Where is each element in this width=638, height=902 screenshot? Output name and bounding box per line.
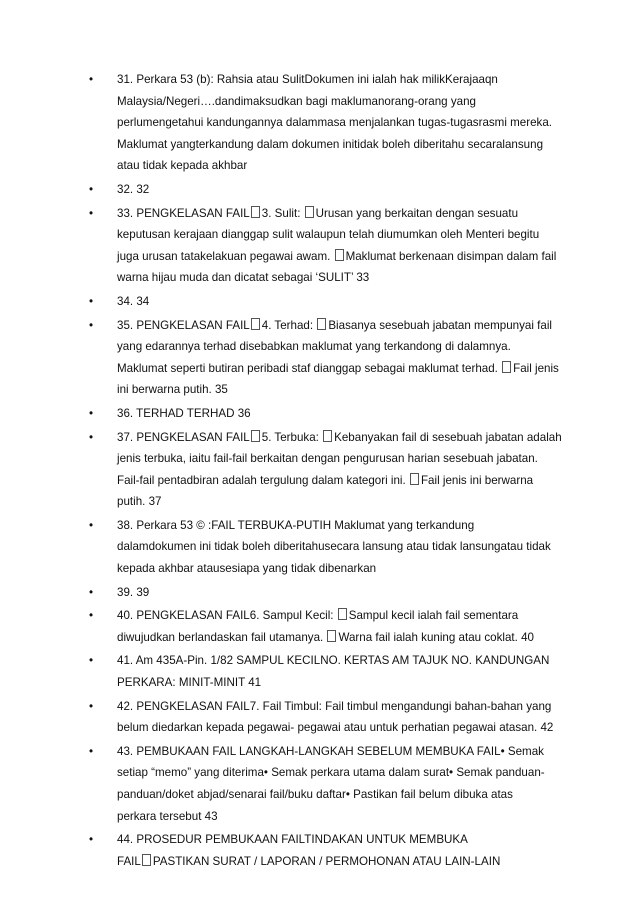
text-line: perlumengetahui kandungannya dalammasa menjalankan tugas-tugasrasmi mereka. [117,116,553,130]
text-line: belum diedarkan kepada pegawai- pegawai atau untuk perhatian pegawai atasan. 42 [117,721,554,735]
missing-glyph-box-icon [338,608,347,620]
missing-glyph-box-icon [142,854,151,866]
list-item [89,650,569,693]
list-item [89,291,569,313]
text-line: Maklumat seperti butiran peribadi staf dianggap sebagai maklumat terhad. Fail jenis [117,361,559,375]
missing-glyph-box-icon [327,630,336,642]
text-line: putih. 37 [117,495,162,509]
list-item [89,696,569,739]
list-item [89,829,569,872]
bullet-icon: • [89,294,94,308]
text-line: Malaysia/Negeri….dandimaksudkan bagi maklumanorang-orang yang [117,94,476,108]
missing-glyph-box-icon [305,206,314,218]
list-item [89,203,569,289]
list-item [89,69,569,177]
text-line: yang edarannya terhad disebabkan maklumat yang terkandong di dalamnya. [117,340,511,354]
text-line: 35. PENGKELASAN FAIL 4. Terhad: Biasanya sesebuah jabatan mempunyai fail [117,318,552,332]
list-item [89,515,569,580]
text-line: 36. TERHAD TERHAD 36 [117,406,251,420]
bullet-icon: • [89,654,94,668]
bullet-icon: • [89,73,94,86]
text-line: jenis terbuka, iaitu fail-fail berkaitan dengan pengurusan harian sesebuah jabatan. [117,452,538,466]
bullet-icon: • [89,406,94,420]
text-line: FAIL PASTIKAN SURAT / LAPORAN / PERMOHONAN ATAU LAIN-LAIN [117,854,501,868]
text-line: diwujudkan berlandaskan fail utamanya. Warna fail ialah kuning atau coklat. 40 [117,630,534,644]
bullet-icon: • [89,744,94,758]
text-line: warna hijau muda dan dicatat sebagai ‘SULIT’ 33 [117,271,370,285]
text-line: dalamdokumen ini tidak boleh diberitahusecara lansung atau tidak lansungatau tidak [117,540,551,554]
text-line: panduan/doket abjad/senarai fail/buku daftar• Pastikan fail belum dibuka atas [117,788,513,801]
bullet-icon: • [89,518,94,532]
bullet-icon: • [89,430,94,444]
text-line: 38. Perkara 53 © :FAIL TERBUKA-PUTIH Maklumat yang terkandung [117,518,475,532]
text-line: perkara tersebut 43 [117,809,218,823]
text-line: 41. Am 435A-Pin. 1/82 SAMPUL KECILNO. KERTAS AM TAJUK NO. KANDUNGAN [117,654,550,668]
text-line: 34. 34 [117,294,150,308]
bullet-icon: • [89,699,94,713]
bullet-icon: • [89,318,94,332]
list-item [89,427,569,513]
text-line: 31. Perkara 53 (b): Rahsia atau SulitDokumen ini ialah hak milikKerajaaqn [117,73,498,86]
text-line: 42. PENGKELASAN FAIL7. Fail Timbul: Fail timbul mengandungi bahan-bahan yang [117,699,552,713]
missing-glyph-box-icon [502,361,511,373]
text-line: setiap “memo” yang diterima• Semak perkara utama dalam surat• Semak panduan- [117,766,545,780]
text-line: 40. PENGKELASAN FAIL6. Sampul Kecil: Sampul kecil ialah fail sementara [117,609,519,623]
text-line: Maklumat yangterkandung dalam dokumen initidak boleh diberitahu secaralansung [117,137,544,151]
bullet-icon: • [89,182,94,196]
missing-glyph-box-icon [335,249,344,261]
text-line: 32. 32 [117,182,150,196]
text-line: 39. 39 [117,585,150,599]
text-line: juga urusan tatakelakuan pegawai awam. Maklumat berkenaan disimpan dalam fail [117,249,557,263]
text-line: atau tidak kepada akhbar [117,159,248,173]
bullet-icon: • [89,833,94,847]
text-line: 37. PENGKELASAN FAIL 5. Terbuka: Kebanyakan fail di sesebuah jabatan adalah [117,430,562,444]
missing-glyph-box-icon [251,318,260,330]
bullet-icon: • [89,585,94,599]
text-line: Fail-fail pentadbiran adalah tergulung dalam kategori ini. Fail jenis ini berwarna [117,473,534,487]
bullet-icon: • [89,609,94,623]
missing-glyph-box-icon [323,430,332,442]
list-item [89,741,569,827]
text-line: 33. PENGKELASAN FAIL 3. Sulit: Urusan yang berkaitan dengan sesuatu [117,206,519,220]
text-line: ini berwarna putih. 35 [117,383,228,397]
text-line: 44. PROSEDUR PEMBUKAAN FAILTINDAKAN UNTUK MEMBUKA [117,833,468,847]
list-item [89,582,569,604]
text-line: kepada akhbar atausesiapa yang tidak dibenarkan [117,562,377,576]
missing-glyph-box-icon [251,206,260,218]
bullet-icon: • [89,206,94,220]
bullet-list [89,69,569,874]
missing-glyph-box-icon [251,430,260,442]
text-line: keputusan kerajaan dianggap sulit walaupun telah diumumkan oleh Menteri begitu [117,228,540,242]
list-item [89,179,569,201]
missing-glyph-box-icon [410,473,419,485]
missing-glyph-box-icon [317,318,326,330]
list-item [89,315,569,401]
text-line: PERKARA: MINIT-MINIT 41 [117,676,262,690]
list-item [89,605,569,648]
list-item [89,403,569,425]
text-line: 43. PEMBUKAAN FAIL LANGKAH-LANGKAH SEBELUM MEMBUKA FAIL• Semak [117,744,544,758]
